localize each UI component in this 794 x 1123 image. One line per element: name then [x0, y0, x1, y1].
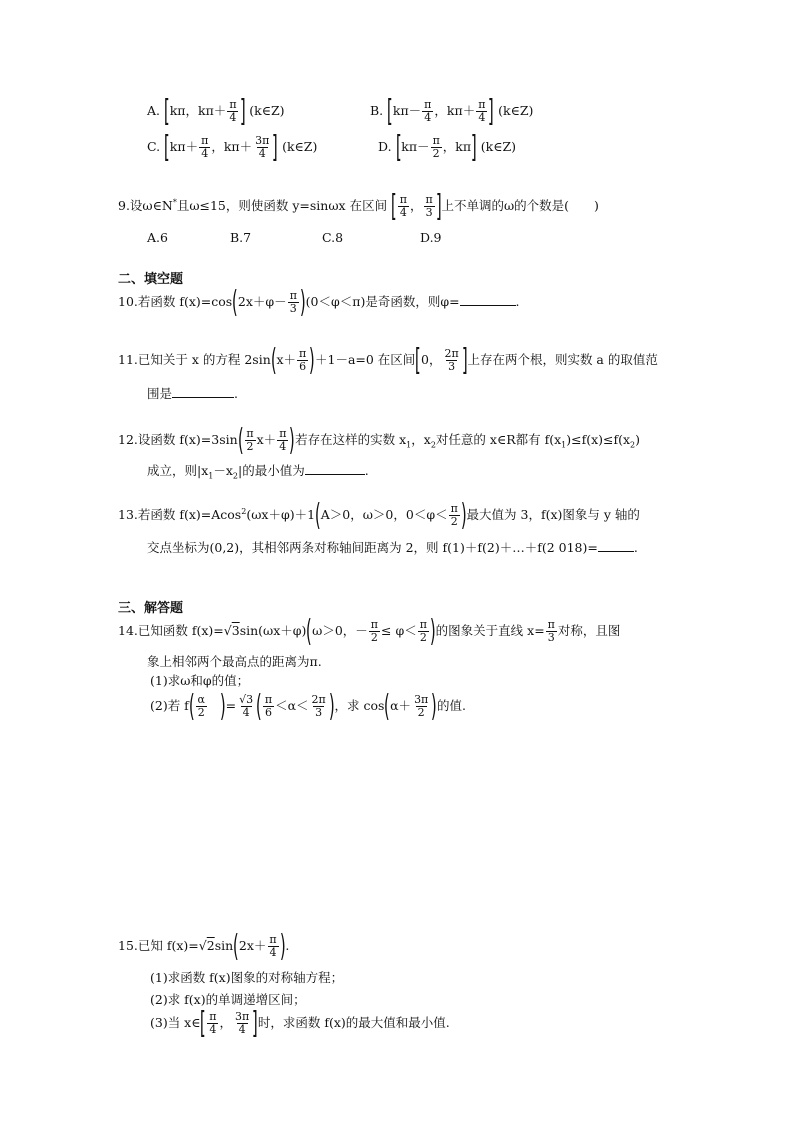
answer-blank — [460, 293, 516, 306]
option-letter: A. — [147, 103, 161, 118]
q8-option-d: D. [kπ－ $\frac{\pi}{2}$ ，kπ] (k∈Z) — [378, 130, 517, 165]
question-12-line2: 成立，则$|x_1-x_2|$的最小值为 . — [147, 463, 369, 481]
question-12: 12.设函数 f(x)=3sin( $\frac{\pi}{2}$ x＋ $\frac{\pi}{4}$ )若存在这样的实数 $x_1$，$x_2$对任意的 x∈R都有 $f(x_1)\le f(x)\le f(x_2)$ — [118, 423, 641, 458]
answer-blank — [172, 385, 234, 398]
question-14: 14.已知函数 f(x)=√3sin(ωx＋φ)(ω＞0，－ $\frac{\pi}{2}$ ≤ φ＜ $\frac{\pi}{2}$ )的图象关于直线 x= $\frac{\pi}{3}$ 对称，且图 — [118, 614, 621, 649]
question-11-line2: 围是 . — [147, 386, 238, 401]
answer-blank — [305, 462, 365, 475]
q9-option-c: C.8 — [322, 230, 344, 245]
question-10: 10.若函数 f(x)=cos(2x＋φ－ $\frac{\pi}{3}$ )(0＜φ＜π)是奇函数，则φ= . — [118, 285, 520, 320]
q8-option-a: A. [kπ，kπ＋ $\frac{\pi}{4}$ ] (k∈Z) — [147, 94, 285, 129]
q8-option-b: B. [kπ－ $\frac{\pi}{4}$ ，kπ＋ $\frac{\pi}{4}$ ] (k∈Z) — [370, 94, 534, 129]
question-14-part1: (1)求ω和φ的值； — [150, 673, 250, 688]
question-13-line2: 交点坐标为(0,2)，其相邻两条对称轴间距离为 2，则 f(1)＋f(2)＋…＋f(2 018)= . — [147, 540, 638, 555]
question-15-part3: (3)当 x∈[ $\frac{\pi}{4}$ ， $\frac{3\pi}{4}$ ]时，求函数 f(x)的最大值和最小值. — [150, 1006, 450, 1041]
section-heading-solutions: 三、解答题 — [118, 601, 184, 616]
question-15: 15.已知 f(x)=√2sin(2x＋ $\frac{\pi}{4}$ ). — [118, 929, 290, 964]
question-15-part1: (1)求函数 f(x)图象的对称轴方程； — [150, 970, 344, 985]
question-14-line2: 象上相邻两个最高点的距离为π. — [147, 654, 322, 669]
question-15-part2: (2)求 f(x)的单调递增区间； — [150, 992, 306, 1007]
q9-option-b: B.7 — [230, 230, 252, 245]
question-9: 9.设ω∈N*且ω≤15，则使函数 y=sinωx 在区间 [ $\frac{\pi}{4}$ ， $\frac{\pi}{3}$ ]上不单调的ω的个数是( ) — [118, 189, 599, 224]
q9-option-a: A.6 — [147, 230, 168, 245]
question-13: 13.若函数 f(x)=Acos$^2$(ωx＋φ)＋1(A＞0，ω＞0，0＜φ＜ $\frac{\pi}{2}$ )最大值为 3，f(x)图象与 y 轴的 — [118, 498, 640, 533]
section-heading-fill-in: 二、填空题 — [118, 272, 184, 287]
q8-option-c: C. [kπ＋ $\frac{\pi}{4}$ ，kπ＋ $\frac{3\pi}{4}$ ] (k∈Z) — [147, 130, 318, 165]
question-14-part2: (2)若 f( $\frac{\alpha}{2}$ )= $\frac{√3}{4}$ ( $\frac{\pi}{6}$ ＜α＜ $\frac{2\pi}{3}$ )，求 cos(α＋ $\frac{3\pi}{2}$ )的值. — [150, 689, 466, 724]
answer-blank — [598, 539, 634, 552]
q9-option-d: D.9 — [420, 230, 442, 245]
question-11: 11.已知关于 x 的方程 2sin(x＋ $\frac{\pi}{6}$ )＋1－a=0 在区间[0， $\frac{2\pi}{3}$ ]上存在两个根，则实数 a 的取值范 — [118, 343, 658, 378]
